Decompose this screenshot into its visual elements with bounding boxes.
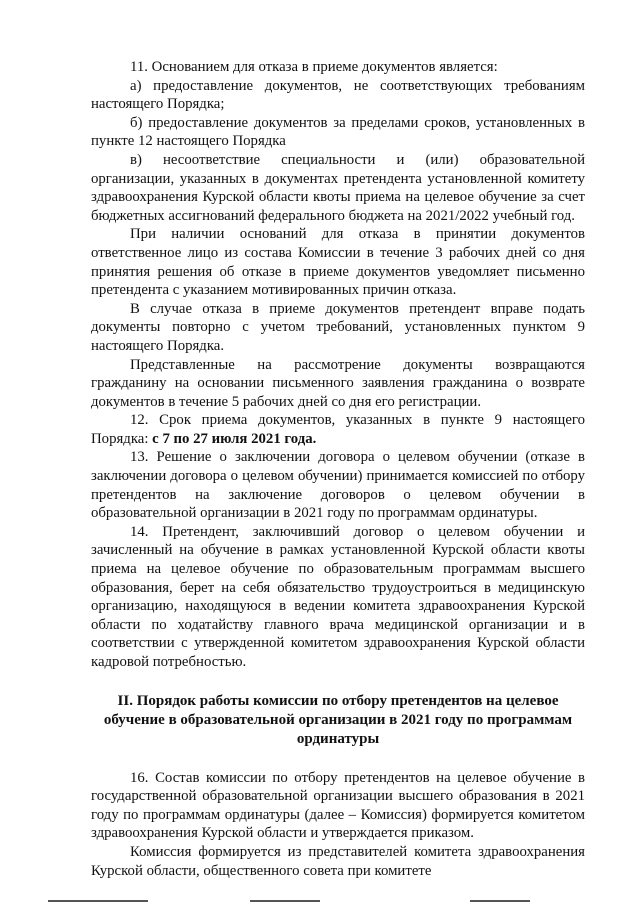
document-page xyxy=(91,58,585,880)
paragraph-14: 14. Претендент, заключивший договор о целевом обучении и зачисленный на обучение в рамках установленной Курской области квоты приема на целевое обучение по образовательным программам высшего образования, берет на себя обязательство трудоустроиться в медицинскую организацию, находящуюся в ведении комитета здравоохранения Курской области по ходатайству главного врача медицинской организации и в соответствии с утвержденной комитетом здравоохранения Курской области кадровой потребностью. xyxy=(91,523,585,670)
paragraph-11c: в) несоответствие специальности и (или) образовательной организации, указанных в документах претендента установленной комитету здравоохранения Курской области квоты приема на целевое обучение за счет бюджетных ассигнований федерального бюджета на 2021/2022 учебный год. xyxy=(91,151,585,224)
section-heading: II. Порядок работы комиссии по отбору претендентов на целевое обучение в образовательной организации в 2021 году по программам ординатуры xyxy=(103,692,573,747)
paragraph-13: 13. Решение о заключении договора о целевом обучении (отказе в заключении договора о целевом обучении) принимается комиссией по отбору претендентов на заключение договоров о целевом обучении в образовательной организации в 2021 году по программам ординатуры. xyxy=(91,449,585,522)
paragraph-11a: а) предоставление документов, не соответствующих требованиям настоящего Порядка; xyxy=(91,77,585,113)
paragraph-resubmit: В случае отказа в приеме документов претендент вправе подать документы повторно с учетом требований, установленных пунктом 9 настоящего Порядка. xyxy=(91,300,585,354)
paragraph-12-dates: с 7 по 27 июля 2021 года. xyxy=(152,430,317,447)
scan-mark xyxy=(48,900,148,902)
scan-mark xyxy=(250,900,320,902)
paragraph-12 xyxy=(91,411,585,448)
scan-mark xyxy=(470,900,530,902)
paragraph-refusal-notice: При наличии оснований для отказа в принятии документов ответственное лицо из состава Комиссии в течение 3 рабочих дней со дня принятия решения об отказе в приеме документов уведомляет письменно претендента с указанием мотивированных причин отказа. xyxy=(91,226,585,299)
paragraph-11b: б) предоставление документов за пределами сроков, установленных в пункте 12 настоящего Порядка xyxy=(91,114,585,150)
paragraph-12-text: 12. Срок приема документов, указанных в пункте 9 настоящего Порядка: xyxy=(91,412,585,447)
paragraph-11: 11. Основанием для отказа в приеме документов является: xyxy=(130,59,498,75)
paragraph-return-docs: Представленные на рассмотрение документы возвращаются гражданину на основании письменного заявления гражданина о возврате документов в течение 5 рабочих дней со дня его регистрации. xyxy=(91,356,585,410)
paragraph-16: 16. Состав комиссии по отбору претендентов на целевое обучение в государственной образовательной организации высшего образования в 2021 году по программам ординатуры (далее – Комиссия) формируется комитетом здравоохранения Курской области и утверждается приказом. xyxy=(91,769,585,842)
scan-edge-marks xyxy=(0,896,640,905)
paragraph-commission: Комиссия формируется из представителей комитета здравоохранения Курской области, общественного совета при комитете xyxy=(91,843,585,879)
